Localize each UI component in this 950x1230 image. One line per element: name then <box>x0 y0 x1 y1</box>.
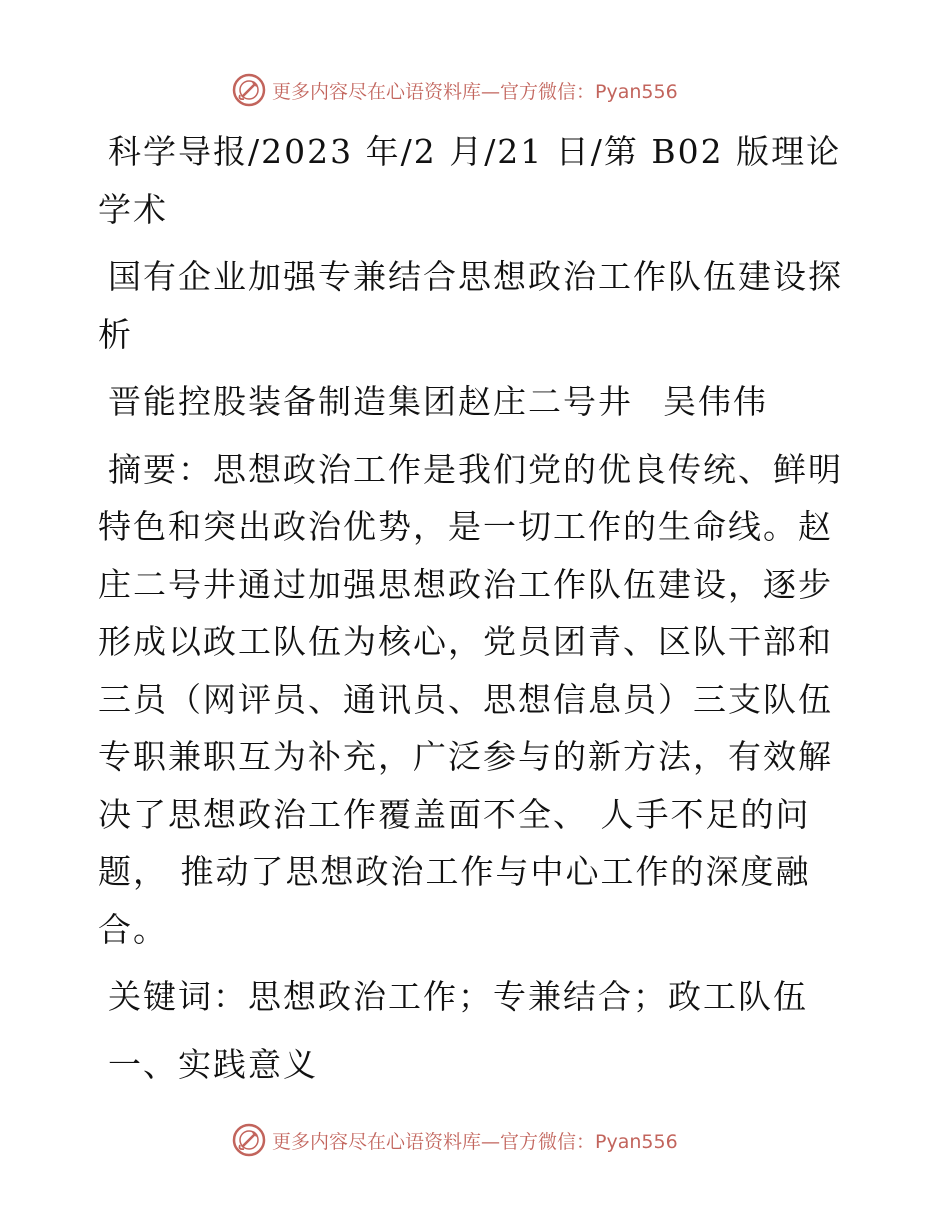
author-organization: 晋能控股装备制造集团赵庄二号井 <box>108 382 633 421</box>
keywords-line: 关键词：思想政治工作；专兼结合；政工队伍 <box>108 977 808 1016</box>
section-heading: 一、实践意义 <box>108 1044 318 1084</box>
watermark-text: 更多内容尽在心语资料库—官方微信：Pyan556 <box>272 1130 678 1153</box>
watermark-text: 更多内容尽在心语资料库—官方微信：Pyan556 <box>272 80 678 103</box>
author-line <box>98 373 858 431</box>
abstract-paragraph: 摘要：思想政治工作是我们党的优良传统、鲜明特色和突出政治优势，是一切工作的生命线。赵庄二号井通过加强思想政治工作队伍建设，逐步形成以政工队伍为核心，党员团青、区队干部和三员（网评员、通讯员、思想信息员）三支队伍专职兼职互为补充，广泛参与的新方法，有效解决了思想政治工作覆盖面不全、 人手不足的问题， 推动了思想政治工作与中心工作的深度融合。 <box>98 449 843 949</box>
document-body <box>98 123 858 1103</box>
seal-logo-icon <box>232 73 266 107</box>
watermark-footer <box>232 1120 752 1160</box>
seal-logo-icon <box>232 1123 266 1157</box>
author-name: 吴伟伟 <box>663 382 768 421</box>
watermark-header <box>232 70 752 110</box>
article-title: 国有企业加强专兼结合思想政治工作队伍建设探析 <box>98 257 843 354</box>
source-line: 科学导报/2023 年/2 月/21 日/第 B02 版理论学术 <box>98 132 842 229</box>
